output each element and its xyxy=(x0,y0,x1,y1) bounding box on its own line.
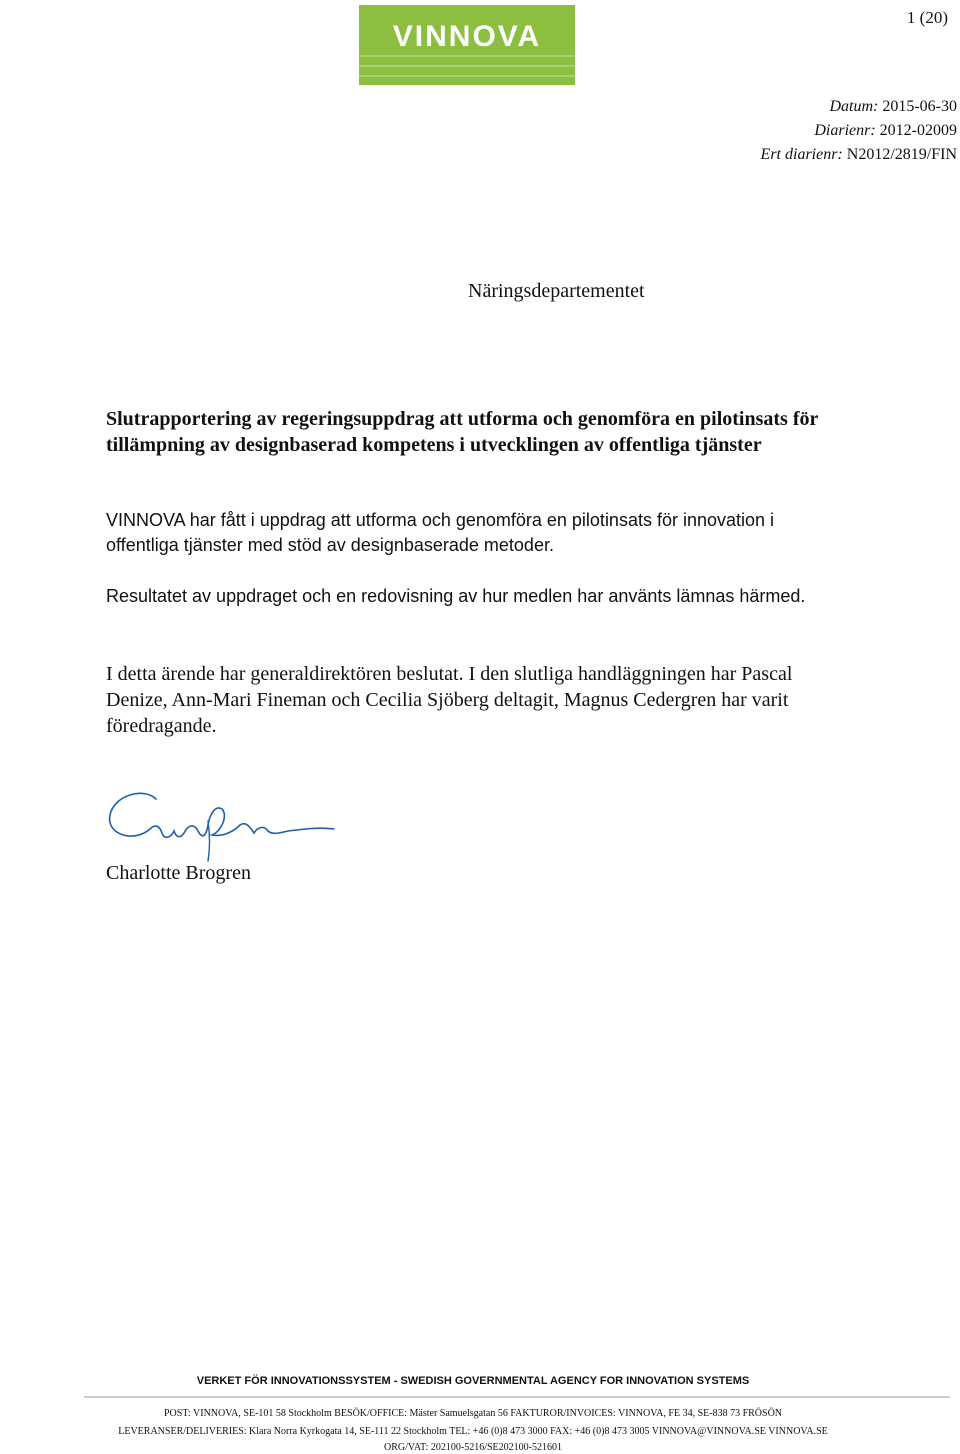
vinnova-logo xyxy=(359,5,575,85)
paragraph: I detta ärende har generaldirektören beslutat. I den slutliga handläggningen har Pascal Denize, Ann-Mari Fineman och Cecilia Sjöberg deltagit, Magnus Cedergren har varit föredragande. xyxy=(106,663,793,737)
handwritten-signature xyxy=(104,785,344,865)
meta-date: Datum: 2015-06-30 xyxy=(829,98,957,115)
document-title: Slutrapportering av regeringsuppdrag att utforma och genomföra en pilotinsats för tillämpning av designbaserad kompetens i utvecklingen av offentliga tjänster xyxy=(106,408,819,456)
meta-your-case-number: Ert diarienr: N2012/2819/FIN xyxy=(760,146,957,163)
document-meta xyxy=(761,95,957,167)
paragraph: VINNOVA har fått i uppdrag att utforma och genomföra en pilotinsats för innovation i offentliga tjänster med stöd av designbaserade metoder. xyxy=(106,510,775,555)
footer-contact-line: LEVERANSER/DELIVERIES: Klara Norra Kyrkogata 14, SE-111 22 Stockholm TEL: +46 (0)8 473 3000 FAX: +46 (0)8 473 3005 VINNOVA@VINNOVA.SE VINNOVA.SE xyxy=(118,1426,828,1437)
logo-text: VINNOVA xyxy=(392,20,542,53)
recipient: Näringsdepartementet xyxy=(468,280,645,302)
footer-org-line: ORG/VAT: 202100-5216/SE202100-521601 xyxy=(384,1442,562,1453)
footer-address-line: POST: VINNOVA, SE-101 58 Stockholm BESÖK/OFFICE: Mäster Samuelsgatan 56 FAKTUROR/INVOICES: VINNOVA, FE 34, SE-838 73 FRÖSÖN xyxy=(163,1408,783,1419)
paragraph: Resultatet av uppdraget och en redovisning av hur medlen har använts lämnas härmed. xyxy=(106,586,806,606)
footer-agency: VERKET FÖR INNOVATIONSSYSTEM - SWEDISH GOVERNMENTAL AGENCY FOR INNOVATION SYSTEMS xyxy=(196,1375,750,1387)
page-number: 1 (20) xyxy=(906,8,948,27)
signer-name: Charlotte Brogren xyxy=(106,862,251,884)
meta-case-number: Diarienr: 2012-02009 xyxy=(814,122,957,139)
footer-divider xyxy=(84,1396,950,1398)
